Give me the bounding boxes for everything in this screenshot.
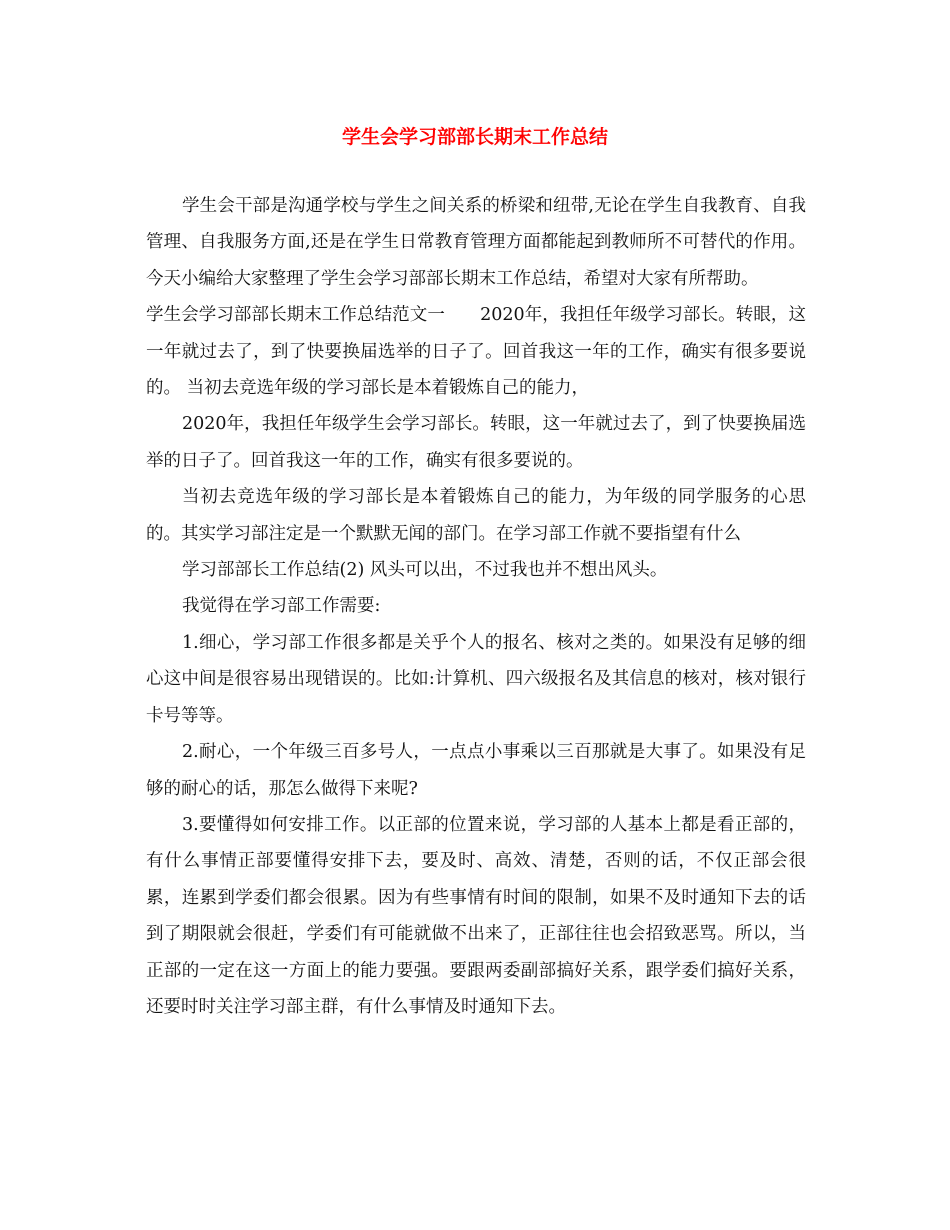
paragraph-point-2: 2.耐心，一个年级三百多号人，一点点小事乘以三百那就是大事了。如果没有足够的耐心的话，那怎么做得下来呢?: [146, 742, 806, 799]
document-body: [146, 188, 806, 1025]
paragraph-point-3: 3.要懂得如何安排工作。以正部的位置来说，学习部的人基本上都是看正部的，有什么事情正部要懂得安排下去，要及时、高效、清楚，否则的话，不仅正部会很累，连累到学委们都会很累。因为有些事情有时间的限制，如果不及时通知下去的话到了期限就会很赶，学委们有可能就做不出来了，正部往往也会招致恶骂。所以，当正部的一定在这一方面上的能力要强。要跟两委副部搞好关系，跟学委们搞好关系，还要时时关注学习部主群，有什么事情及时通知下去。: [146, 814, 806, 1017]
paragraph-spotlight: 学习部部长工作总结(2) 风头可以出，不过我也并不想出风头。: [182, 560, 668, 581]
paragraph-requirements-intro: 我觉得在学习部工作需要:: [182, 596, 381, 617]
paragraph-point-1: 1.细心，学习部工作很多都是关乎个人的报名、核对之类的。如果没有足够的细心这中间是很容易出现错误的。比如:计算机、四六级报名及其信息的核对，核对银行卡号等等。: [146, 632, 806, 726]
paragraph-campaign: 当初去竞选年级的学习部长是本着锻炼自己的能力，为年级的同学服务的心思的。其实学习部注定是一个默默无闻的部门。在学习部工作就不要指望有什么: [146, 487, 806, 544]
paragraph-year-summary: 2020年，我担任年级学生会学习部长。转眼，这一年就过去了，到了快要换届选举的日子了。回首我这一年的工作，确实有很多要说的。: [146, 414, 806, 471]
paragraph-intro: 学生会干部是沟通学校与学生之间关系的桥梁和纽带,无论在学生自我教育、自我管理、自我服务方面,还是在学生日常教育管理方面都能起到教师所不可替代的作用。今天小编给大家整理了学生会学习部部长期末工作总结，希望对大家有所帮助。: [146, 196, 806, 289]
paragraph-sample-one: 学生会学习部部长期末工作总结范文一 2020年，我担任年级学习部长。转眼，这一年就过去了，到了快要换届选举的日子了。回首我这一年的工作，确实有很多要说的。 当初去竞选年级的学习部长是本着锻炼自己的能力，: [146, 305, 806, 399]
document-title: 学生会学习部部长期末工作总结: [341, 126, 608, 148]
